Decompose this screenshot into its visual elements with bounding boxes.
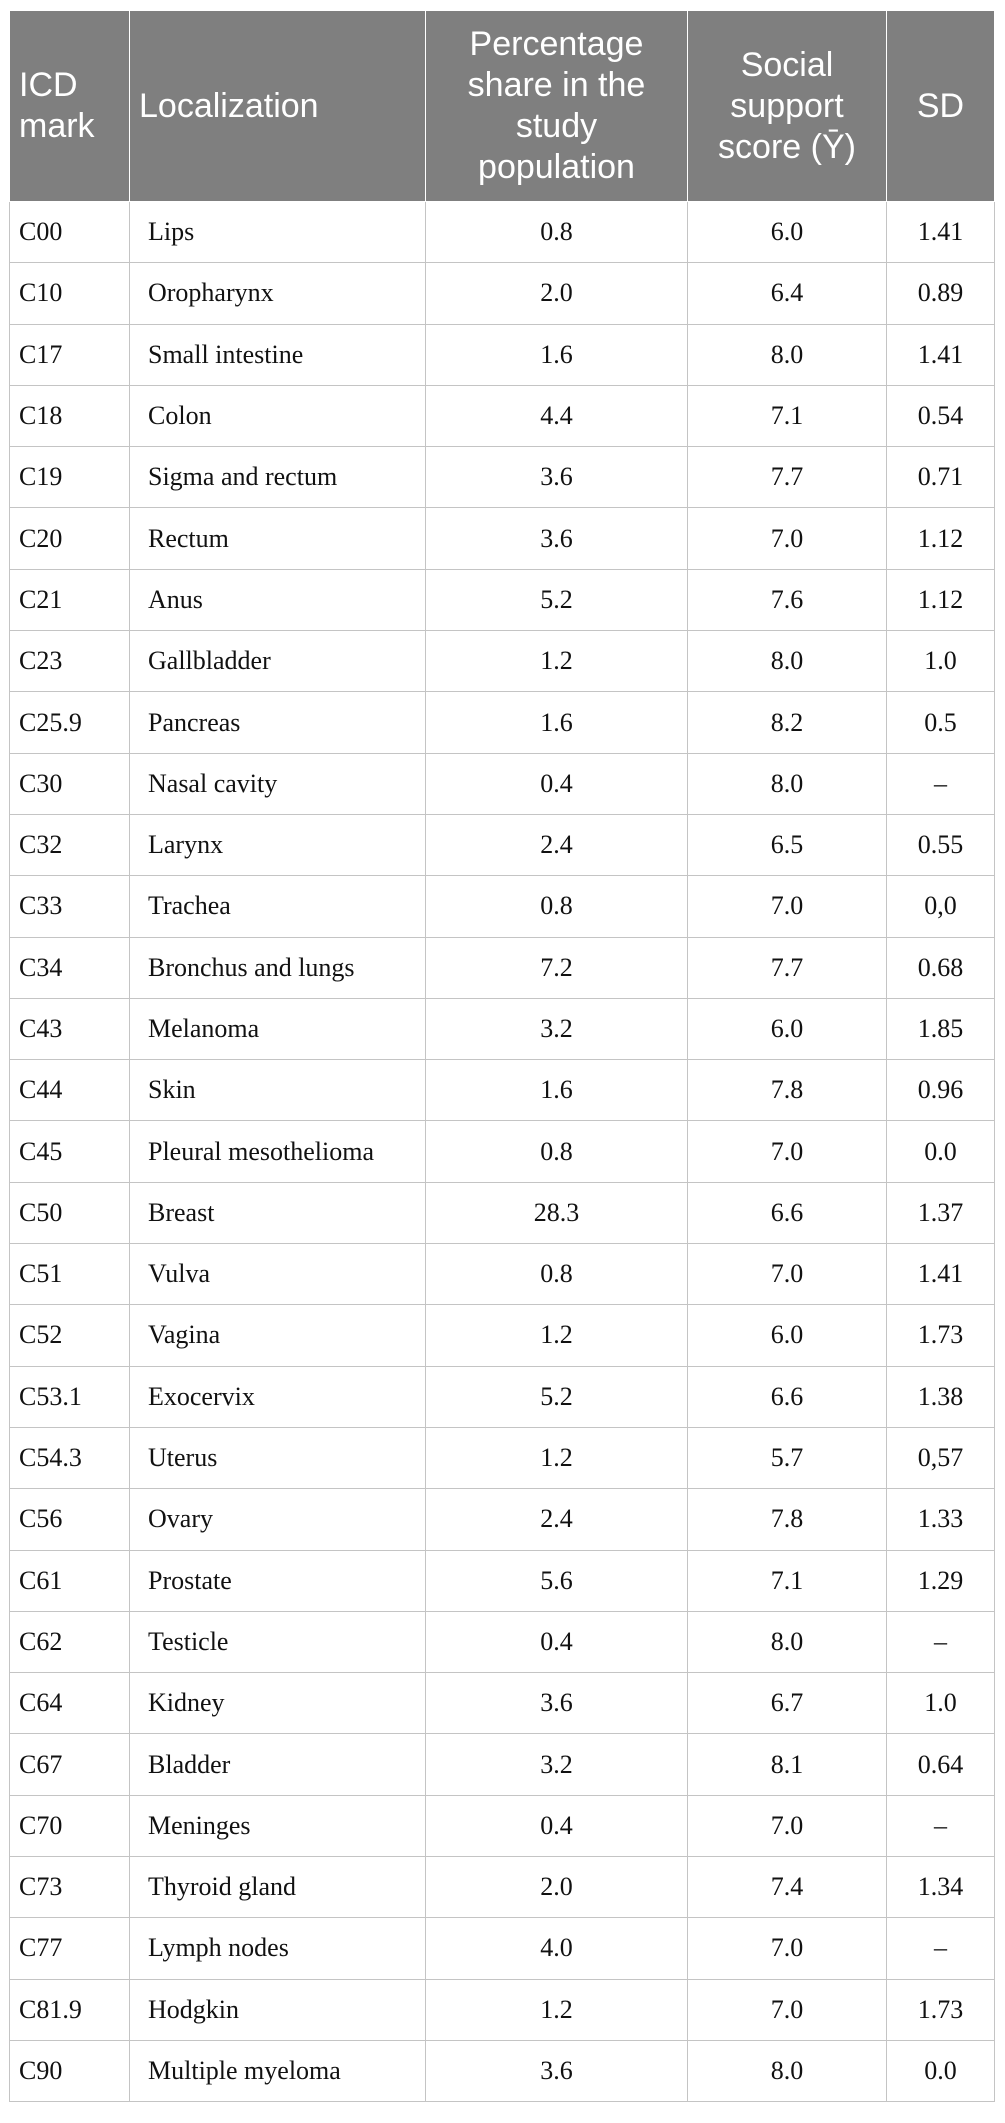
cell-icd-mark: C44 (10, 1060, 130, 1121)
table-row (10, 1673, 995, 1734)
cell-score: 5.7 (688, 1427, 887, 1488)
cell-localization: Oropharynx (130, 263, 426, 324)
cell-localization: Nasal cavity (130, 753, 426, 814)
cell-localization: Colon (130, 385, 426, 446)
cell-sd: 0.0 (887, 1121, 995, 1182)
cell-sd: 0.89 (887, 263, 995, 324)
cell-score: 7.0 (688, 876, 887, 937)
cell-score: 7.0 (688, 1918, 887, 1979)
cell-percentage: 0.8 (426, 1121, 688, 1182)
table-row (10, 1366, 995, 1427)
cell-icd-mark: C53.1 (10, 1366, 130, 1427)
cell-sd: – (887, 1918, 995, 1979)
table-row (10, 1182, 995, 1243)
header-localization: Localization (130, 11, 426, 202)
header-social-support-score: Social support score (Ȳ) (688, 11, 887, 202)
cell-sd: 0,0 (887, 876, 995, 937)
cell-score: 8.0 (688, 1611, 887, 1672)
table-row (10, 569, 995, 630)
table-header (10, 11, 995, 202)
cell-percentage: 3.6 (426, 2040, 688, 2101)
cell-icd-mark: C54.3 (10, 1427, 130, 1488)
cell-sd: 1.41 (887, 324, 995, 385)
cell-localization: Testicle (130, 1611, 426, 1672)
cell-score: 8.0 (688, 753, 887, 814)
table-row (10, 998, 995, 1059)
cell-icd-mark: C18 (10, 385, 130, 446)
cell-sd: 1.37 (887, 1182, 995, 1243)
cell-icd-mark: C77 (10, 1918, 130, 1979)
cell-sd: 0.0 (887, 2040, 995, 2101)
cell-percentage: 7.2 (426, 937, 688, 998)
table-row (10, 1918, 995, 1979)
cell-percentage: 2.0 (426, 1857, 688, 1918)
cell-score: 7.0 (688, 1795, 887, 1856)
cell-score: 7.1 (688, 1550, 887, 1611)
cell-localization: Vulva (130, 1244, 426, 1305)
cell-localization: Bronchus and lungs (130, 937, 426, 998)
cell-sd: – (887, 753, 995, 814)
cell-localization: Pleural mesothelioma (130, 1121, 426, 1182)
cell-score: 6.6 (688, 1182, 887, 1243)
cell-localization: Breast (130, 1182, 426, 1243)
cell-icd-mark: C23 (10, 631, 130, 692)
cell-percentage: 28.3 (426, 1182, 688, 1243)
cell-percentage: 5.6 (426, 1550, 688, 1611)
cell-sd: 1.0 (887, 1673, 995, 1734)
cell-localization: Bladder (130, 1734, 426, 1795)
cell-score: 8.0 (688, 324, 887, 385)
cell-localization: Vagina (130, 1305, 426, 1366)
cell-percentage: 3.2 (426, 1734, 688, 1795)
cell-percentage: 1.6 (426, 324, 688, 385)
cell-localization: Melanoma (130, 998, 426, 1059)
cell-percentage: 1.2 (426, 631, 688, 692)
cell-percentage: 0.8 (426, 202, 688, 263)
cell-icd-mark: C25.9 (10, 692, 130, 753)
cell-score: 6.0 (688, 202, 887, 263)
cell-sd: 1.29 (887, 1550, 995, 1611)
cell-percentage: 0.4 (426, 1611, 688, 1672)
cell-sd: 0.54 (887, 385, 995, 446)
table-row (10, 753, 995, 814)
cell-localization: Hodgkin (130, 1979, 426, 2040)
cell-sd: 1.34 (887, 1857, 995, 1918)
cell-score: 7.0 (688, 1121, 887, 1182)
cell-score: 6.5 (688, 814, 887, 875)
cell-score: 7.6 (688, 569, 887, 630)
cell-score: 8.2 (688, 692, 887, 753)
cell-score: 6.7 (688, 1673, 887, 1734)
cell-icd-mark: C64 (10, 1673, 130, 1734)
cell-sd: 0.64 (887, 1734, 995, 1795)
cell-icd-mark: C67 (10, 1734, 130, 1795)
cell-percentage: 1.6 (426, 692, 688, 753)
cell-score: 7.7 (688, 447, 887, 508)
cell-localization: Sigma and rectum (130, 447, 426, 508)
table-row (10, 1550, 995, 1611)
table-row (10, 1121, 995, 1182)
table-row (10, 1489, 995, 1550)
cell-percentage: 2.4 (426, 814, 688, 875)
data-table (9, 10, 995, 2102)
cell-localization: Small intestine (130, 324, 426, 385)
table-row (10, 447, 995, 508)
table-row (10, 508, 995, 569)
cell-score: 7.4 (688, 1857, 887, 1918)
cell-percentage: 1.2 (426, 1305, 688, 1366)
table-row (10, 876, 995, 937)
cell-score: 8.0 (688, 631, 887, 692)
cell-icd-mark: C90 (10, 2040, 130, 2101)
cell-icd-mark: C33 (10, 876, 130, 937)
cell-sd: 1.41 (887, 1244, 995, 1305)
cell-sd: 0.5 (887, 692, 995, 753)
cell-icd-mark: C10 (10, 263, 130, 324)
cell-percentage: 3.2 (426, 998, 688, 1059)
table-row (10, 385, 995, 446)
header-row (10, 11, 995, 202)
cell-percentage: 1.2 (426, 1979, 688, 2040)
cell-localization: Skin (130, 1060, 426, 1121)
cell-localization: Larynx (130, 814, 426, 875)
cell-percentage: 5.2 (426, 1366, 688, 1427)
cell-percentage: 3.6 (426, 508, 688, 569)
cell-localization: Trachea (130, 876, 426, 937)
cell-localization: Anus (130, 569, 426, 630)
table-row (10, 937, 995, 998)
cell-icd-mark: C73 (10, 1857, 130, 1918)
cell-icd-mark: C19 (10, 447, 130, 508)
table-body (10, 202, 995, 2102)
table-row (10, 1305, 995, 1366)
table-row (10, 692, 995, 753)
cell-icd-mark: C20 (10, 508, 130, 569)
cell-sd: 0.96 (887, 1060, 995, 1121)
cell-score: 6.4 (688, 263, 887, 324)
cell-icd-mark: C43 (10, 998, 130, 1059)
cell-score: 7.7 (688, 937, 887, 998)
cell-icd-mark: C51 (10, 1244, 130, 1305)
header-percentage-share: Percentage share in the study population (426, 11, 688, 202)
cell-sd: 1.41 (887, 202, 995, 263)
cell-sd: 1.73 (887, 1305, 995, 1366)
cell-localization: Gallbladder (130, 631, 426, 692)
cell-score: 8.0 (688, 2040, 887, 2101)
cell-percentage: 0.8 (426, 876, 688, 937)
cell-score: 7.8 (688, 1489, 887, 1550)
cell-percentage: 1.6 (426, 1060, 688, 1121)
table-row (10, 1244, 995, 1305)
table-container (9, 10, 994, 2102)
cell-icd-mark: C62 (10, 1611, 130, 1672)
cell-sd: 0.68 (887, 937, 995, 998)
cell-score: 8.1 (688, 1734, 887, 1795)
cell-percentage: 2.0 (426, 263, 688, 324)
cell-localization: Multiple myeloma (130, 2040, 426, 2101)
cell-percentage: 4.4 (426, 385, 688, 446)
cell-percentage: 1.2 (426, 1427, 688, 1488)
cell-icd-mark: C34 (10, 937, 130, 998)
cell-percentage: 2.4 (426, 1489, 688, 1550)
table-row (10, 324, 995, 385)
cell-score: 6.6 (688, 1366, 887, 1427)
cell-sd: – (887, 1795, 995, 1856)
cell-sd: 1.85 (887, 998, 995, 1059)
cell-icd-mark: C00 (10, 202, 130, 263)
cell-localization: Lymph nodes (130, 1918, 426, 1979)
cell-icd-mark: C61 (10, 1550, 130, 1611)
cell-percentage: 0.8 (426, 1244, 688, 1305)
cell-localization: Uterus (130, 1427, 426, 1488)
cell-percentage: 5.2 (426, 569, 688, 630)
table-row (10, 631, 995, 692)
cell-sd: 1.12 (887, 508, 995, 569)
cell-localization: Pancreas (130, 692, 426, 753)
cell-localization: Ovary (130, 1489, 426, 1550)
cell-icd-mark: C32 (10, 814, 130, 875)
cell-score: 6.0 (688, 1305, 887, 1366)
cell-sd: 1.33 (887, 1489, 995, 1550)
cell-percentage: 4.0 (426, 1918, 688, 1979)
table-row (10, 202, 995, 263)
cell-score: 7.0 (688, 1244, 887, 1305)
cell-sd: – (887, 1611, 995, 1672)
cell-localization: Meninges (130, 1795, 426, 1856)
table-row (10, 1060, 995, 1121)
cell-sd: 0.55 (887, 814, 995, 875)
cell-percentage: 3.6 (426, 447, 688, 508)
cell-score: 7.0 (688, 1979, 887, 2040)
cell-localization: Prostate (130, 1550, 426, 1611)
cell-sd: 1.38 (887, 1366, 995, 1427)
cell-sd: 1.12 (887, 569, 995, 630)
cell-score: 7.0 (688, 508, 887, 569)
cell-icd-mark: C21 (10, 569, 130, 630)
cell-icd-mark: C30 (10, 753, 130, 814)
table-row (10, 1857, 995, 1918)
cell-sd: 0,57 (887, 1427, 995, 1488)
table-row (10, 1795, 995, 1856)
header-icd-mark: ICD mark (10, 11, 130, 202)
cell-localization: Kidney (130, 1673, 426, 1734)
cell-icd-mark: C50 (10, 1182, 130, 1243)
table-row (10, 1734, 995, 1795)
cell-icd-mark: C52 (10, 1305, 130, 1366)
cell-icd-mark: C81.9 (10, 1979, 130, 2040)
cell-icd-mark: C70 (10, 1795, 130, 1856)
table-row (10, 814, 995, 875)
cell-icd-mark: C56 (10, 1489, 130, 1550)
cell-score: 6.0 (688, 998, 887, 1059)
cell-localization: Thyroid gland (130, 1857, 426, 1918)
table-row (10, 1611, 995, 1672)
header-sd: SD (887, 11, 995, 202)
cell-percentage: 0.4 (426, 753, 688, 814)
cell-score: 7.8 (688, 1060, 887, 1121)
cell-percentage: 0.4 (426, 1795, 688, 1856)
cell-localization: Lips (130, 202, 426, 263)
cell-icd-mark: C17 (10, 324, 130, 385)
cell-sd: 0.71 (887, 447, 995, 508)
cell-score: 7.1 (688, 385, 887, 446)
cell-icd-mark: C45 (10, 1121, 130, 1182)
cell-localization: Rectum (130, 508, 426, 569)
cell-sd: 1.0 (887, 631, 995, 692)
table-row (10, 263, 995, 324)
table-row (10, 2040, 995, 2101)
cell-percentage: 3.6 (426, 1673, 688, 1734)
table-row (10, 1427, 995, 1488)
cell-localization: Exocervix (130, 1366, 426, 1427)
cell-sd: 1.73 (887, 1979, 995, 2040)
table-row (10, 1979, 995, 2040)
